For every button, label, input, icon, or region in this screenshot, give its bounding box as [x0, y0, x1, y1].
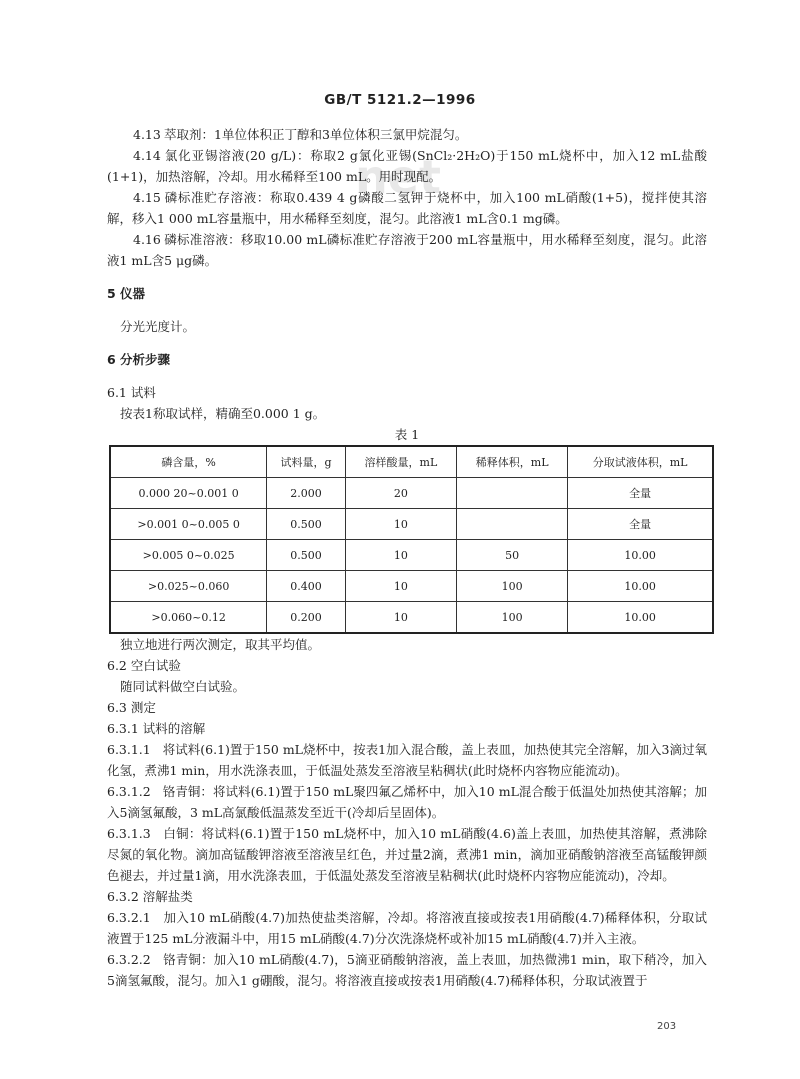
table-header-cell: 试料量，g: [267, 446, 346, 478]
table-cell: 0.500: [267, 540, 346, 571]
table-header-cell: 溶样酸量，mL: [345, 446, 456, 478]
clause-text: 磷标准贮存溶液：称取0.439 4 g磷酸二氢钾于烧杯中，加入100 mL硝酸(1+5)，搅拌使其溶解，移入1 000 mL容量瓶中，用水稀释至刻度，混匀。此溶液1 mL含0.1 mg磷。: [107, 190, 707, 226]
after-table-text: 独立地进行两次测定，取其平均值。: [120, 637, 321, 652]
clause-text: 铬青铜：加入10 mL硝酸(4.7)，5滴亚硝酸钠溶液，盖上表皿，加热微沸1 min，取下稍冷，加入5滴氢氟酸，混匀。加入1 g硼酸，混匀。将溶液直接或按表1用硝酸(4.7)稀释体积，分取试液置于: [107, 952, 707, 988]
section-6-2-text: 随同试料做空白试验。: [120, 679, 246, 694]
table-cell: 10.00: [568, 571, 713, 602]
table-row: [110, 478, 713, 509]
watermark: net: [355, 150, 441, 204]
table-cell: 50: [457, 540, 568, 571]
table-cell: 0.500: [267, 509, 346, 540]
section-6-title: 6 分析步骤: [107, 352, 171, 367]
table-cell: 10: [345, 602, 456, 634]
clause-text: 铬青铜：将试料(6.1)置于150 mL聚四氟乙烯杯中，加入10 mL混合酸于低温处加热使其溶解；加入5滴氢氟酸，3 mL高氯酸低温蒸发至近干(冷却后呈固体)。: [107, 784, 707, 820]
document-body: [107, 124, 707, 991]
clause-number: 6.3.1.1: [107, 742, 151, 757]
table-header-cell: 分取试液体积，mL: [568, 446, 713, 478]
table-cell: >0.005 0~0.025: [110, 540, 267, 571]
table-cell: 10.00: [568, 602, 713, 634]
table-cell: 100: [457, 571, 568, 602]
clause-number: 6.3.1.2: [107, 784, 151, 799]
table-cell: [457, 478, 568, 509]
section-6-2-title: 6.2 空白试验: [107, 658, 181, 673]
table-cell: 100: [457, 602, 568, 634]
table-row: [110, 509, 713, 540]
para-6-3-1-2: [107, 781, 707, 823]
clause-text: 磷标准溶液：移取10.00 mL磷标准贮存溶液于200 mL容量瓶中，用水稀释至刻度，混匀。此溶液1 mL含5 μg磷。: [107, 232, 707, 268]
clause-text: 白铜：将试料(6.1)置于150 mL烧杯中，加入10 mL硝酸(4.6)盖上表皿，加热使其溶解，煮沸除尽氮的氧化物。滴加高锰酸钾溶液至溶液呈红色，并过量2滴，煮沸1 min，滴加亚硝酸钠溶液至高锰酸钾颜色褪去，并过量1滴，用水洗涤表皿，于低温处蒸发至溶液呈粘稠状(此时烧杯内容物应能流动)，冷却。: [107, 826, 707, 883]
clause-number: 4.15: [133, 190, 161, 205]
table-cell: 0.400: [267, 571, 346, 602]
para-4-13: [107, 124, 707, 145]
clause-number: 6.3.2.1: [107, 910, 151, 925]
clause-number: 4.14: [133, 148, 161, 163]
sample-table: [109, 445, 714, 634]
clause-number: 4.13: [133, 127, 161, 142]
table-cell: [457, 509, 568, 540]
table-cell: 10: [345, 509, 456, 540]
table-row: [110, 540, 713, 571]
section-5-text: 分光光度计。: [120, 319, 196, 334]
table-cell: >0.025~0.060: [110, 571, 267, 602]
para-4-16: [107, 229, 707, 271]
page-header: GB/T 5121.2—1996: [324, 92, 476, 108]
table-row: [110, 602, 713, 634]
table-cell: 20: [345, 478, 456, 509]
table-cell: 全量: [568, 509, 713, 540]
table-caption: 表 1: [394, 427, 420, 442]
para-6-3-1-1: [107, 739, 707, 781]
section-6-1-text: 按表1称取试样，精确至0.000 1 g。: [120, 406, 326, 421]
para-4-15: [107, 187, 707, 229]
para-6-3-1-3: [107, 823, 707, 886]
clause-text: 氯化亚锡溶液(20 g/L)：称取2 g氯化亚锡(SnCl₂·2H₂O)于150 mL烧杯中，加入12 mL盐酸(1+1)，加热溶解，冷却。用水稀释至100 mL。用时现配。: [107, 148, 707, 184]
section-6-3-2-title: 6.3.2 溶解盐类: [107, 889, 193, 904]
para-6-3-2-1: [107, 907, 707, 949]
clause-text: 加入10 mL硝酸(4.7)加热使盐类溶解，冷却。将溶液直接或按表1用硝酸(4.7)稀释体积，分取试液置于125 mL分液漏斗中，用15 mL硝酸(4.7)分次洗涤烧杯或补加15 mL硝酸(4.7)并入主液。: [107, 910, 707, 946]
table-cell: 0.000 20~0.001 0: [110, 478, 267, 509]
table-row: [110, 571, 713, 602]
table-cell: >0.001 0~0.005 0: [110, 509, 267, 540]
section-6-3-title: 6.3 测定: [107, 700, 156, 715]
table-cell: >0.060~0.12: [110, 602, 267, 634]
clause-number: 4.16: [133, 232, 161, 247]
clause-text: 萃取剂：1单位体积正丁醇和3单位体积三氯甲烷混匀。: [164, 127, 468, 142]
section-6-1-title: 6.1 试料: [107, 385, 156, 400]
clause-number: 6.3.2.2: [107, 952, 151, 967]
table-header-cell: 磷含量，%: [110, 446, 267, 478]
table-cell: 全量: [568, 478, 713, 509]
table-header-cell: 稀释体积，mL: [457, 446, 568, 478]
section-6-3-1-title: 6.3.1 试料的溶解: [107, 721, 206, 736]
table-cell: 10.00: [568, 540, 713, 571]
table-header-row: [110, 446, 713, 478]
para-6-3-2-2: [107, 949, 707, 991]
table-cell: 2.000: [267, 478, 346, 509]
page-number: 203: [657, 1021, 677, 1032]
section-5-title: 5 仪器: [107, 286, 146, 301]
para-4-14: [107, 145, 707, 187]
table-cell: 10: [345, 540, 456, 571]
clause-text: 将试料(6.1)置于150 mL烧杯中，按表1加入混合酸，盖上表皿，加热使其完全溶解，加入3滴过氧化氢，煮沸1 min，用水洗涤表皿，于低温处蒸发至溶液呈粘稠状(此时烧杯内容物应能流动)。: [107, 742, 708, 778]
table-cell: 0.200: [267, 602, 346, 634]
clause-number: 6.3.1.3: [107, 826, 151, 841]
table-cell: 10: [345, 571, 456, 602]
